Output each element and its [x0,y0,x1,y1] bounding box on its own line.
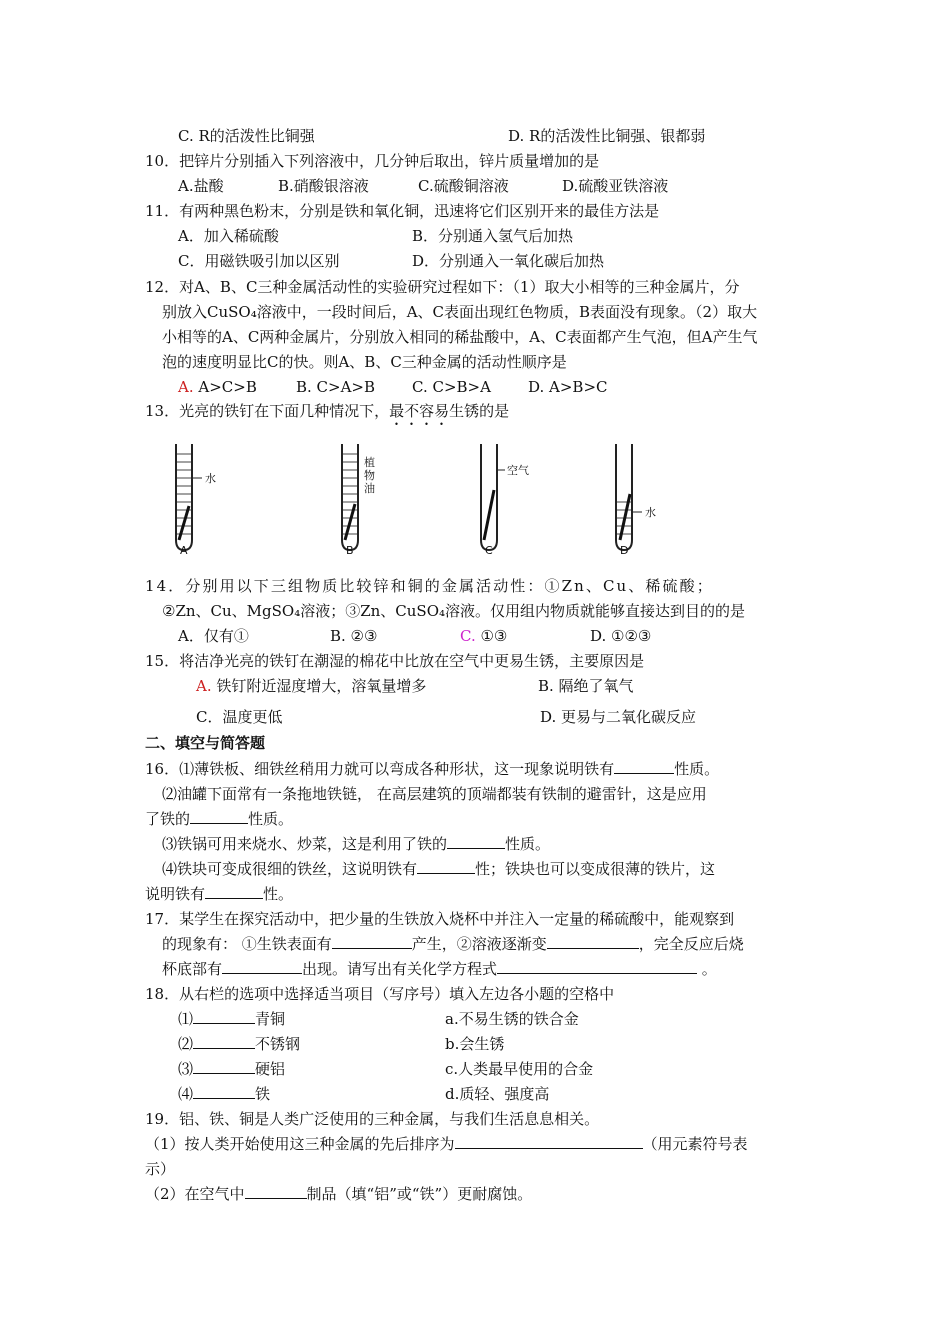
test-tube-a-label: 水 [205,472,216,485]
test-tube-d-letter: D [620,544,629,557]
q18-left-3 [178,1059,285,1079]
q14-option-c-letter: C. [460,627,476,645]
test-tube-d-drawing [608,440,668,560]
q19-part-1-line-2: 示） [145,1160,176,1178]
q16-part-2-pre: 了铁的 [145,810,191,828]
q17-line-2-c: ，完全反应后烧 [638,935,744,953]
test-tube-c [473,440,533,560]
q17-line-3-c: 。 [697,960,717,978]
q12-line-1: 12．对A、B、C三种金属活动性的实验研究过程如下：（1）取大小相等的三种金属片，分 [145,278,740,296]
q18-left-3-num: ⑶ [178,1060,194,1078]
q9-option-d: D. R的活泼性比铜强、银都弱 [508,127,706,145]
q13-stem [145,401,509,429]
q14-option-c-text: ①③ [475,627,508,645]
q18-right-c: c.人类最早使用的合金 [445,1060,594,1078]
q18-right-d: d.质轻、强度高 [445,1085,550,1103]
q10-option-d: D.硫酸亚铁溶液 [562,177,669,195]
q12-option-a-letter: A. [178,378,194,396]
q14-option-b: B. ②③ [330,627,378,645]
q17-line-1: 17．某学生在探究活动中，把少量的生铁放入烧杯中并注入一定量的稀硫酸中，能观察到 [145,910,735,928]
test-tube-c-letter: C [485,544,493,557]
q16-part-4-mid: 性；铁块也可以变成很薄的铁片，这 [475,860,716,878]
q16-part-2-post: 性质。 [248,810,294,828]
q19-blank-2[interactable] [245,1184,307,1199]
test-tube-d [608,440,668,560]
q15-option-a-letter: A. [196,677,212,695]
q16-blank-4[interactable] [417,859,475,874]
test-tube-b-label: 植物油 [364,456,375,495]
q18-left-3-text: 硬铝 [255,1060,286,1078]
q16-part-4-line-2-pre: 说明铁有 [145,885,206,903]
q16-part-1-post: 性质。 [674,760,720,778]
q13-stem-emphasis: 最不容易 [389,402,450,420]
q18-left-4 [178,1084,270,1104]
q16-part-4-pre: ⑷铁块可变成很细的铁丝，这说明铁有 [162,860,418,878]
q17-blank-4[interactable] [497,959,697,974]
section-2-title: 二、填空与简答题 [145,734,266,752]
q17-line-2-b: 产生，②溶液逐渐变 [411,935,547,953]
q18-left-4-num: ⑷ [178,1085,194,1103]
test-tube-c-drawing [473,440,533,560]
q12-line-3: 小相等的A、C两种金属片，分别放入相同的稀盐酸中，A、C表面都产生气泡，但A产生气 [162,328,758,346]
q10-option-c: C.硫酸铜溶液 [418,177,509,195]
q16-part-4-line-2 [145,884,293,904]
q16-part-2-line-2 [145,809,293,829]
q17-line-2-a: 的现象有： ①生铁表面有 [162,935,332,953]
q19-part-2 [145,1184,532,1204]
q12-line-4: 泡的速度明显比C的快。则A、B、C三种金属的活动性顺序是 [162,353,567,371]
q18-blank-4[interactable] [193,1084,255,1099]
q19-part-1 [145,1134,748,1154]
q12-line-2: 别放入CuSO₄溶液中，一段时间后，A、C表面出现红色物质，B表面没有现象。（2）取大 [162,303,758,321]
test-tube-c-label: 空气 [507,464,529,477]
q19-part-2-pre: （2）在空气中 [145,1185,245,1203]
q15-option-d: D. 更易与二氧化碳反应 [540,708,697,726]
q13-stem-post: 生锈的是 [449,402,510,420]
q18-right-a: a.不易生锈的铁合金 [445,1010,579,1028]
q16-part-3 [162,834,550,854]
test-tube-b-letter: B [346,544,354,557]
q17-line-2 [162,934,744,954]
q11-stem: 11．有两种黑色粉末，分别是铁和氧化铜，迅速将它们区别开来的最佳方法是 [145,202,660,220]
q13-stem-pre: 13．光亮的铁钉在下面几种情况下， [145,402,390,420]
q17-blank-3[interactable] [222,959,302,974]
q17-line-3-b: 出现。请写出有关化学方程式 [302,960,498,978]
q15-option-c: C．温度更低 [196,708,283,726]
q19-stem: 19．铝、铁、铜是人类广泛使用的三种金属，与我们生活息息相关。 [145,1110,600,1128]
q9-option-c: C. R的活泼性比铜强 [178,127,315,145]
q16-blank-2[interactable] [190,809,248,824]
q14-line-2: ②Zn、Cu、MgSO₄溶液；③Zn、CuSO₄溶液。仅用组内物质就能够直接达到目的的是 [162,602,746,620]
q15-option-a [196,676,426,696]
test-tube-b [334,440,394,560]
q12-option-c: C. C>B>A [412,378,491,396]
q16-part-2-line-1: ⑵油罐下面常有一条拖地铁链， 在高层建筑的顶端都装有铁制的避雷针，这是应用 [162,785,707,803]
q19-part-2-post: 制品（填“铝”或“铁”）更耐腐蚀。 [306,1185,533,1203]
q16-part-1 [145,759,719,779]
q16-part-4-line-2-post: 性。 [263,885,294,903]
q10-stem: 10．把锌片分别插入下列溶液中，几分钟后取出，锌片质量增加的是 [145,152,600,170]
q17-line-3 [162,959,717,979]
q12-option-b: B. C>A>B [296,378,376,396]
q18-left-4-text: 铁 [255,1085,271,1103]
q18-left-1-num: ⑴ [178,1010,194,1028]
q16-part-3-post: 性质。 [505,835,551,853]
q10-option-a: A.盐酸 [178,177,224,195]
q18-left-2-text: 不锈钢 [255,1035,301,1053]
q19-blank-1[interactable] [455,1134,643,1149]
q15-option-b: B. 隔绝了氧气 [538,677,634,695]
q11-option-c: C．用磁铁吸引加以区别 [178,252,340,270]
q18-left-2 [178,1034,300,1054]
q11-option-a: A．加入稀硫酸 [178,227,279,245]
q16-blank-5[interactable] [205,884,263,899]
q10-option-b: B.硝酸银溶液 [278,177,369,195]
q14-option-a: A．仅有① [178,627,249,645]
test-tube-a-drawing [168,440,228,560]
q14-line-1: 14．分别用以下三组物质比较锌和铜的金属活动性：①Zn、Cu、稀硫酸； [145,577,714,595]
q17-blank-2[interactable] [547,934,639,949]
q18-left-1 [178,1009,285,1029]
q18-right-b: b.会生锈 [445,1035,505,1053]
q18-left-1-text: 青铜 [255,1010,286,1028]
test-tube-a-letter: A [180,544,188,557]
q16-part-1-pre: 16．⑴薄铁板、细铁丝稍用力就可以弯成各种形状，这一现象说明铁有 [145,760,615,778]
q17-line-3-a: 杯底部有 [162,960,223,978]
q11-option-d: D．分别通入一氧化碳后加热 [412,252,605,270]
q18-blank-1[interactable] [193,1009,255,1024]
q11-option-b: B．分别通入氢气后加热 [412,227,574,245]
q16-part-3-pre: ⑶铁锅可用来烧水、炒菜，这是利用了铁的 [162,835,448,853]
q17-blank-1[interactable] [332,934,412,949]
test-tube-d-label: 水 [645,506,656,519]
q18-stem: 18．从右栏的选项中选择适当项目（写序号）填入左边各小题的空格中 [145,985,615,1003]
q14-option-c [460,626,507,646]
q14-option-d: D. ①②③ [590,627,652,645]
q19-part-1-pre: （1）按人类开始使用这三种金属的先后排序为 [145,1135,455,1153]
q12-option-a-text: A>C>B [193,378,257,396]
q16-blank-3[interactable] [447,834,505,849]
q19-part-1-post: （用元素符号表 [642,1135,748,1153]
q15-option-a-text: 铁钉附近湿度增大，溶氧量增多 [211,677,427,695]
q16-part-4-line-1 [162,859,715,879]
q15-stem: 15．将洁净光亮的铁钉在潮湿的棉花中比放在空气中更易生锈，主要原因是 [145,652,645,670]
q12-option-a [178,377,257,397]
q18-blank-3[interactable] [193,1059,255,1074]
test-tube-a [168,440,228,560]
q18-left-2-num: ⑵ [178,1035,194,1053]
q16-blank-1[interactable] [614,759,674,774]
q12-option-d: D. A>B>C [528,378,608,396]
q18-blank-2[interactable] [193,1034,255,1049]
